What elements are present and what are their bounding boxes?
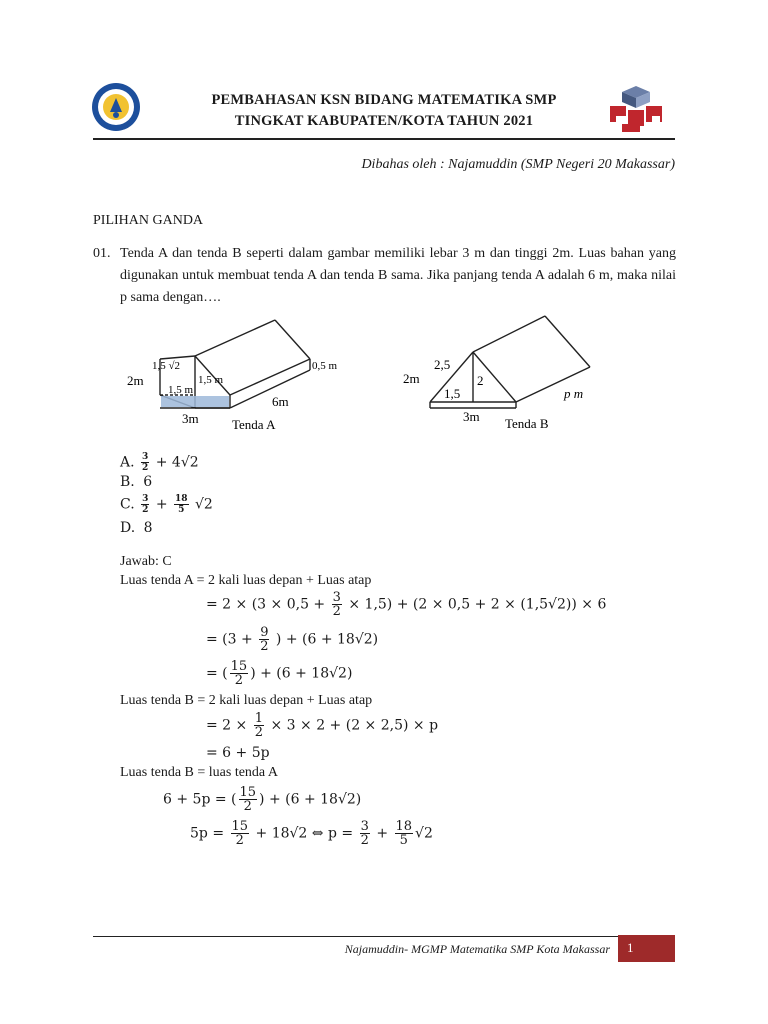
tent-a-label-2m: 2m [127,373,144,388]
tent-a-step3: = ( $\frac{15}{2}$ ) + (6 + 18√2) [206,659,353,688]
tent-a-label-sqrt: 1,5 √2 [152,360,181,372]
tent-b-label-3m: 3m [463,409,480,424]
option-b [120,474,152,490]
tent-a-label-15b: 1,5 m [198,374,224,386]
tent-b-step1: = 2 × $\frac{1}{2}$ × 3 × 2 + (2 × 2,5) × p [206,711,439,740]
tent-b-label-2m: 2m [403,371,420,386]
tent-a-label-15a: 1,5 m [168,384,194,396]
tent-b-label-2: 2 [477,373,484,388]
equality-title: Luas tenda B = luas tenda A [120,765,278,780]
tent-a-area-title: Luas tenda A = 2 kali luas depan + Luas atap [120,573,372,588]
tent-a-step2: = (3 + $\frac{9}{2}$ ) + (6 + 18√2) [206,625,379,654]
page-number: 1 [627,940,634,955]
tent-b-caption: Tenda B [505,416,549,431]
header-title-line2: TINGKAT KABUPATEN/KOTA TAHUN 2021 [234,113,534,129]
question-number: 01. [93,246,111,261]
option-b-value: 6 [143,474,153,490]
tent-a-label-3m: 3m [182,411,199,426]
tent-a-step1: = 2 × (3 × 0,5 + $\frac{3}{2}$ × 1,5) + (2 × 0,5 + 2 × (1,5√2)) × 6 [206,590,607,619]
option-a-label: A. [120,454,135,471]
tent-b-step2: = 6 + 5p [206,745,270,761]
option-c-label: C. [120,496,135,513]
question-text: Tenda A dan tenda B seperti dalam gambar memiliki lebar 3 m dan tinggi 2m. Luas bahan yang digunakan untuk membuat tenda A dan tenda B sama. Jika panjang tenda A adalah 6 m, maka nilai p sama dengan…. [120,246,676,305]
option-c: C. $\frac{3}{2}$ + $\frac{18}{5}$ √2 [120,494,213,515]
option-a: A. $\frac{3}{2}$ + 4√2 [120,452,199,473]
option-c-value: √2 [195,496,213,513]
header-title-line1: PEMBAHASAN KSN BIDANG MATEMATIKA SMP [211,92,557,108]
section-title: PILIHAN GANDA [93,213,204,228]
footer-text: Najamuddin- MGMP Matematika SMP Kota Makassar [344,942,610,956]
option-d [120,520,153,536]
tent-a-caption: Tenda A [232,417,276,432]
tent-b-area-title: Luas tenda B = 2 kali luas depan + Luas atap [120,693,373,708]
footer-rule [93,936,618,937]
equation-step1: 6 + 5p = ( $\frac{15}{2}$ ) + (6 + 18√2) [163,785,362,814]
tent-b-label-pm: p m [564,386,584,401]
option-b-label: B. [120,474,135,490]
tent-b-label-25: 2,5 [434,357,451,372]
tent-a-figure [120,312,350,442]
tent-a-label-05: 0,5 m [312,360,338,372]
page-number-box [618,935,675,962]
tent-b-label-15: 1,5 [444,386,461,401]
equation-step2: 5p = $\frac{15}{2}$ + 18√2 ⇔ p = $\frac{3}{2}$ + $\frac{18}{5}$ √2 [190,819,433,848]
tent-b-figure [400,312,600,442]
option-a-value: + 4√2 [155,454,199,471]
tent-a-label-6m: 6m [272,394,289,409]
author-line: Dibahas oleh : Najamuddin (SMP Negeri 20 Makassar) [361,157,675,172]
olympiad-logo [608,86,664,134]
option-d-value: 8 [143,520,153,536]
answer-line: Jawab: C [120,554,172,569]
header-rule [93,138,675,140]
option-d-label: D. [120,520,136,536]
